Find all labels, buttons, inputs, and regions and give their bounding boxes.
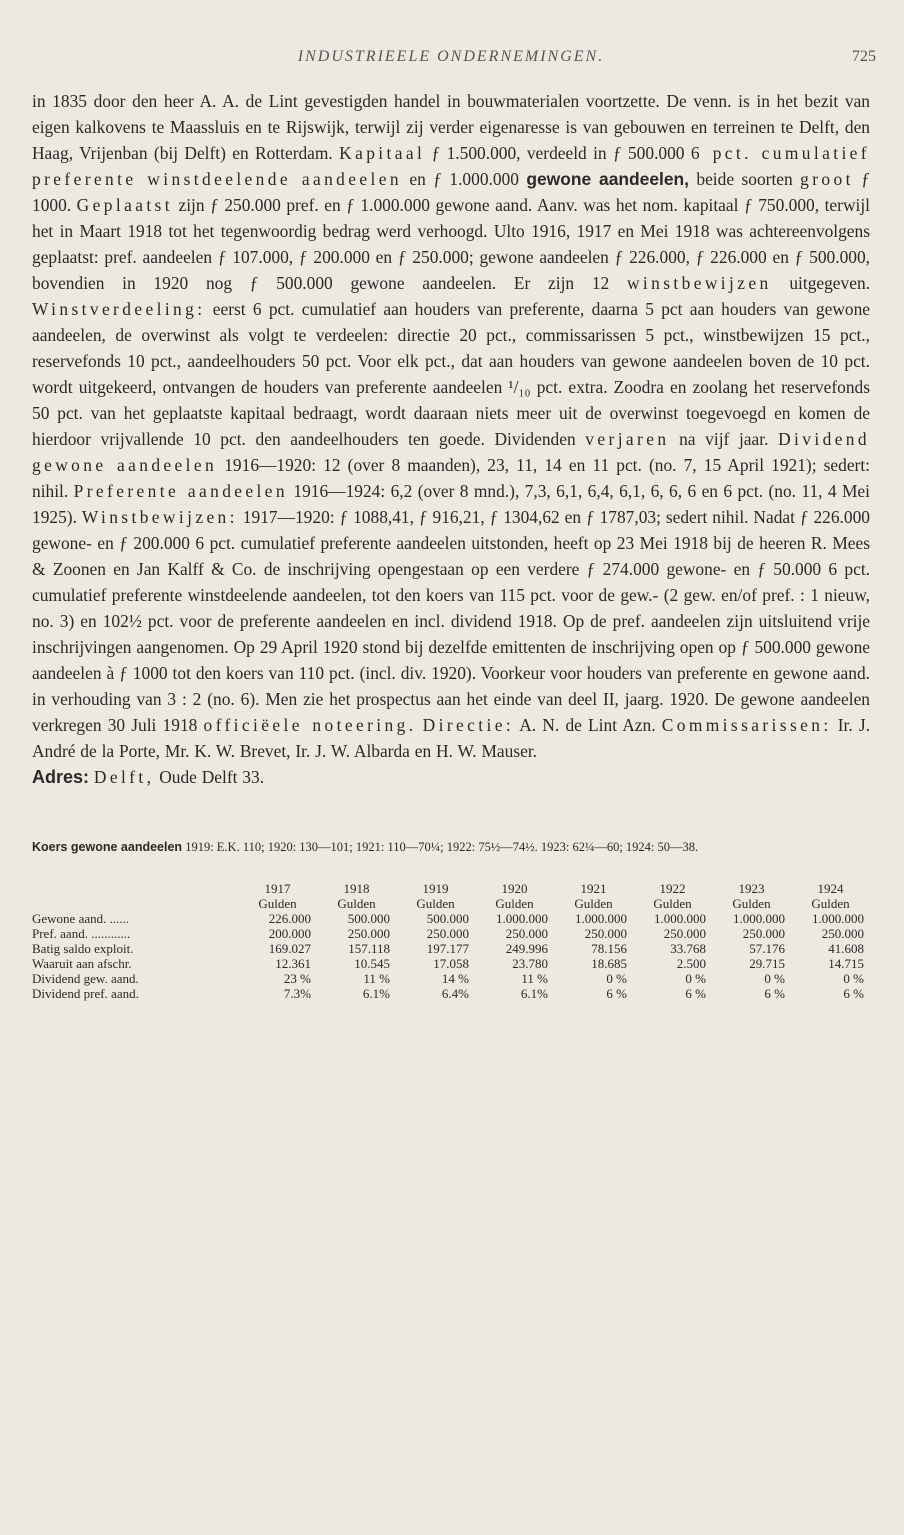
table-cell: 11 % xyxy=(521,971,548,986)
table-cell: 2.500 xyxy=(676,956,706,971)
unit-header: Gulden xyxy=(258,896,297,911)
term-winstverdeeling: Winstverdeeling: xyxy=(32,299,206,319)
unit-header: Gulden xyxy=(495,896,534,911)
table-cell: 6.1% xyxy=(362,986,390,1001)
text-run: Ir. J. André de la Porte, Mr. K. W. Brevet, Ir. J. W. Albarda en H. W. Mauser. xyxy=(32,715,871,761)
table-cell: 6 % xyxy=(843,986,864,1001)
table-cell: 17.058 xyxy=(433,956,469,971)
adres-label: Adres: xyxy=(32,767,90,787)
year-header: 1922 xyxy=(659,881,686,896)
unit-header: Gulden xyxy=(416,896,455,911)
row-label: Dividend pref. aand. xyxy=(32,986,139,1001)
table-cell: 6 % xyxy=(764,986,785,1001)
table-cell: 6 % xyxy=(606,986,627,1001)
table-cell: 250.000 xyxy=(821,926,864,941)
company-description xyxy=(32,88,870,790)
page-number: 725 xyxy=(852,48,876,65)
table-cell: 1.000.000 xyxy=(654,911,706,926)
table-cell: 41.608 xyxy=(828,941,864,956)
table-cell: 14.715 xyxy=(828,956,864,971)
table-row xyxy=(32,911,870,926)
unit-header: Gulden xyxy=(337,896,376,911)
table-cell: 197.177 xyxy=(426,941,469,956)
table-cell: 1.000.000 xyxy=(812,911,864,926)
table-cell: 0 % xyxy=(685,971,706,986)
page-header xyxy=(32,48,876,78)
koers-line xyxy=(32,840,870,855)
table-cell: 0 % xyxy=(843,971,864,986)
year-header: 1921 xyxy=(580,881,607,896)
table-cell: 6 % xyxy=(685,986,706,1001)
table-cell: 250.000 xyxy=(742,926,785,941)
table-cell: 157.118 xyxy=(348,941,390,956)
table-cell: 11 % xyxy=(363,971,390,986)
table-cell: 6.4% xyxy=(441,986,469,1001)
term-officieele-notering: officiëele noteering. xyxy=(203,715,417,735)
table-cell: 1.000.000 xyxy=(496,911,548,926)
table-cell: 6.1% xyxy=(520,986,548,1001)
year-header-row xyxy=(32,881,870,896)
year-header: 1919 xyxy=(422,881,449,896)
term-gewone-aandeelen: gewone aandeelen, xyxy=(526,169,689,189)
table-cell: 14 % xyxy=(441,971,469,986)
text-run: ƒ 1.500.000, verdeeld in ƒ 500.000 xyxy=(425,143,691,163)
table-cell: 500.000 xyxy=(347,911,390,926)
text-run: beide soorten xyxy=(688,169,801,189)
term-winstbewijzen-div: Winstbewijzen: xyxy=(81,507,238,527)
adres-street: Oude Delft 33. xyxy=(154,767,265,787)
table-cell: 200.000 xyxy=(268,926,311,941)
table-row xyxy=(32,941,870,956)
text-run: ƒ 1000. xyxy=(32,169,870,215)
text-run: zijn ƒ 250.000 pref. en ƒ 1.000.000 gewone aand. Aanv. was het nom. kapitaal ƒ 750.000, terwijl het in Maart 1918 tot het tegenwoordig bedrag werd verhoogd. Ulto 1916, 1917 en Mei 1918 was achtereenvolgens geplaatst: pref. aandeelen ƒ 107.000, ƒ 200.000 en ƒ 250.000; gewone aandeelen ƒ 226.000, ƒ 226.000 en ƒ 500.000, bovendien in 1920 nog ƒ 500.000 gewone aandeelen. Er zijn 12 xyxy=(32,195,870,293)
table-body xyxy=(32,911,870,1001)
term-directie: Directie: xyxy=(422,715,515,735)
document-page xyxy=(32,48,876,1001)
table-cell: 33.768 xyxy=(670,941,706,956)
table-cell: 250.000 xyxy=(663,926,706,941)
running-title: INDUSTRIEELE ONDERNEMINGEN. xyxy=(297,48,605,65)
table-cell: 29.715 xyxy=(749,956,785,971)
term-commissarissen: Commissarissen: xyxy=(661,715,832,735)
table-cell: 0 % xyxy=(764,971,785,986)
table-cell: 250.000 xyxy=(347,926,390,941)
unit-header: Gulden xyxy=(653,896,692,911)
text-run: in 1835 door den heer A. A. de Lint gevestigden handel in bouwmaterialen voortzette. De venn. is in het bezit van eigen kalkovens te Maassluis en te Rijswijk, terwijl zij verder eigenaresse is van gebouwen en terreinen te Delft, den Haag, Vrijenban (bij Delft) en Rotterdam. xyxy=(32,91,870,163)
table-cell: 12.361 xyxy=(275,956,311,971)
table-cell: 23 % xyxy=(283,971,311,986)
koers-label: Koers gewone aandeelen xyxy=(32,840,183,854)
table-cell: 0 % xyxy=(606,971,627,986)
text-run: 1916—1920: 12 (over 8 maanden), 23, 11, 14 en 11 pct. (no. 7, 15 April 1921); sedert: nihil. xyxy=(32,455,871,501)
table-cell: 250.000 xyxy=(584,926,627,941)
unit-header: Gulden xyxy=(574,896,613,911)
table-row xyxy=(32,956,870,971)
year-header: 1924 xyxy=(817,881,844,896)
table-cell: 18.685 xyxy=(591,956,627,971)
table-cell: 169.027 xyxy=(268,941,311,956)
text-run: na vijf jaar. xyxy=(669,429,779,449)
table-cell: 250.000 xyxy=(505,926,548,941)
table-cell: 57.176 xyxy=(749,941,785,956)
unit-header-row xyxy=(32,896,870,911)
text-run: en ƒ 1.000.000 xyxy=(401,169,527,189)
table-cell: 1.000.000 xyxy=(575,911,627,926)
table-cell: 226.000 xyxy=(268,911,311,926)
table-cell: 10.545 xyxy=(354,956,390,971)
table-row xyxy=(32,971,870,986)
table-cell: 249.996 xyxy=(505,941,548,956)
text-run: eerst 6 pct. cumulatief aan houders van preferente, daarna 5 pct aan houders van gewone aandeelen, de overwinst als volgt te verdeelen: directie 20 pct., commissarissen 5 pct., winstbewijzen 15 pct., reservefonds 10 pct., aandeelhouders 50 pct. Voor elk pct., dat aan houders van gewone aandeelen boven de 10 pct. wordt uitgekeerd, ontvangen de houders van preferente aandeelen ¹/₁₀ pct. extra. Zoodra en zoolang het reservefonds 50 pct. van het geplaatste kapitaal bedraagt, wordt daaraan niets meer uit de overwinst toegevoegd en komen de hierdoor vrijvallende 10 pct. den aandeelhouders ten goede. Dividenden xyxy=(32,299,870,449)
text-run: 1917—1920: ƒ 1088,41, ƒ 916,21, ƒ 1304,62 en ƒ 1787,03; sedert nihil. Nadat ƒ 226.000 gewone- en ƒ 200.000 6 pct. cumulatief preferente aandeelen uitstonden, heeft op 23 Mei 1918 bij de heeren R. Mees & Zoonen en Jan Kalff & Co. de inschrijving opengestaan op een verdere ƒ 274.000 gewone- en ƒ 50.000 6 pct. cumulatief preferente winstdeelende aandeelen, tot den koers van 115 pct. voor de gew.- (2 gew. en/of pref. : 1 nieuw, no. 3) en 102½ pct. voor de preferente aandeelen en incl. dividend 1918. Op de pref. aandeelen zijn uitsluitend vrije inschrijvingen aangenomen. Op 29 April 1920 stond bij dezelfde emittenten de inschrijving open op ƒ 500.000 gewone aandeelen à ƒ 1000 tot den koers van 110 pct. (incl. div. 1920). Voorkeur voor houders van preferente en gewone aand. in verhouding van 3 : 2 (no. 6). Men zie het prospectus aan het einde van deel II, jaarg. 1920. De gewone aandeelen verkregen 30 Juli 1918 xyxy=(32,507,870,735)
table-cell: 23.780 xyxy=(512,956,548,971)
year-header: 1923 xyxy=(738,881,765,896)
financial-table xyxy=(32,881,870,1001)
row-label: Batig saldo exploit. xyxy=(32,941,134,956)
term-geplaatst: Geplaatst xyxy=(76,195,173,215)
text-run: uitgegeven. xyxy=(771,273,870,293)
row-label: Pref. aand. ............ xyxy=(32,926,131,941)
table-row xyxy=(32,926,870,941)
term-kapitaal: Kapitaal xyxy=(339,143,426,163)
table-cell: 500.000 xyxy=(426,911,469,926)
text-run: 1916—1924: 6,2 (over 8 mnd.), 7,3, 6,1, 6,4, 6,1, 6, 6, 6 en 6 pct. (no. 11, 4 Mei 1925). xyxy=(32,481,870,527)
table-row xyxy=(32,986,870,1001)
term-verjaren: verjaren xyxy=(585,429,670,449)
year-header: 1918 xyxy=(343,881,370,896)
text-run: A. N. de Lint Azn. xyxy=(514,715,662,735)
table-cell: 78.156 xyxy=(591,941,627,956)
term-winstbewijzen: winstbewijzen xyxy=(626,273,772,293)
table-cell: 7.3% xyxy=(283,986,311,1001)
row-label: Gewone aand. ...... xyxy=(32,911,130,926)
term-preferente: 6 pct. cumulatief preferente winstdeelende aandeelen xyxy=(32,143,870,189)
koers-text: 1919: E.K. 110; 1920: 130—101; 1921: 110—70¼; 1922: 75½—74½. 1923: 62¼—60; 1924: 50—38. xyxy=(182,840,699,854)
term-groot: groot xyxy=(800,169,854,189)
year-header: 1917 xyxy=(264,881,291,896)
row-label: Waaruit aan afschr. xyxy=(32,956,132,971)
year-header: 1920 xyxy=(501,881,528,896)
term-preferente-aandeelen: Preferente aandeelen xyxy=(73,481,288,501)
table-cell: 1.000.000 xyxy=(733,911,785,926)
row-label: Dividend gew. aand. xyxy=(32,971,139,986)
unit-header: Gulden xyxy=(732,896,771,911)
term-dividend-gewone: Dividend gewone aandeelen xyxy=(32,429,871,475)
unit-header: Gulden xyxy=(811,896,850,911)
table-cell: 250.000 xyxy=(426,926,469,941)
adres-city: Delft, xyxy=(93,767,155,787)
